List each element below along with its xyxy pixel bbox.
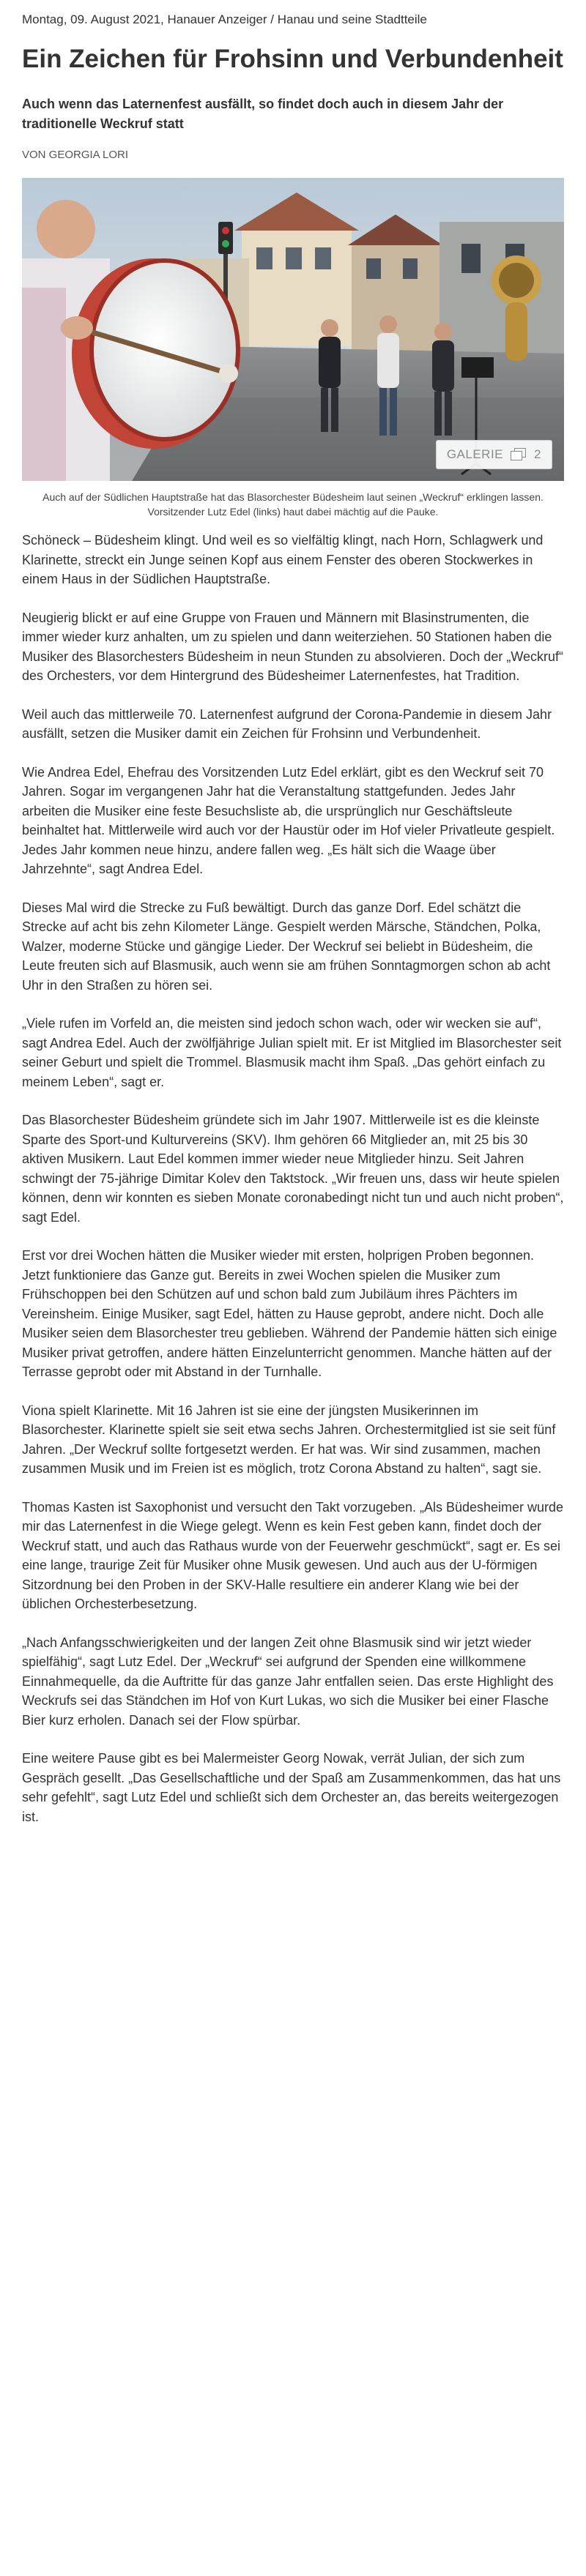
article-paragraph: Thomas Kasten ist Saxophonist und versucht den Takt vorzugeben. „Als Büdesheimer wurde mir das Laternenfest in die Wiege gelegt. Wenn es kein Fest geben kann, findet doch der Weckruf statt, und auch das Rathaus wurde von der Feuerwehr geschmückt“, sagt er. Es sei eine lange, traurige Zeit für Musiker ohne Musik gewesen. Und auch aus der U-förmigen Sitzordnung bei den Proben in der SKV-Halle resultiere ein anderer Klang wie bei der üblichen Orchesterbesetzung. <box>22 1499 564 1611</box>
article-lead: Auch wenn das Laternenfest ausfällt, so findet doch auch in diesem Jahr der traditionelle Weckruf statt <box>22 97 504 131</box>
article-body <box>22 531 564 1826</box>
gallery-count: 2 <box>534 447 541 461</box>
article-paragraph: Neugierig blickt er auf eine Gruppe von Frauen und Männern mit Blasinstrumenten, die immer wieder kurz anhalten, um zu spielen und dann weiterziehen. 50 Stationen haben die Musiker des Blasorchesters Büdesheim in neun Stunden zu absolvieren. Doch der „Weckruf“ des Orchesters, vor dem Hintergrund des Büdesheimer Laternenfestes, hat Tradition. <box>22 610 564 683</box>
article-paragraph: Das Blasorchester Büdesheim gründete sich im Jahr 1907. Mittlerweile ist es die kleinste Sparte des Sport-und Kulturvereins (SKV). Ihm gehören 66 Mitglieder an, mit 25 bis 30 aktiven Musikern. Laut Edel kommen immer wieder neue Mitglieder hinzu. Seit Jahren schwingt der 75-jährige Dimitar Kolev den Taktstock. „Wir freuen uns, dass wir heute spielen können, denn wir konnten es sieben Monate coronabedingt nicht tun und auch nicht proben“, sagt Edel. <box>22 1113 564 1225</box>
article-paragraph: Eine weitere Pause gibt es bei Malermeister Georg Nowak, verrät Julian, der sich zum Gespräch gesellt. „Das Gesellschaftliche und der Spaß am Zusammenkommen, das hat uns sehr gefehlt“, sagt Lutz Edel und schließt sich dem Orchester an, das bereits weitergezogen ist. <box>22 1751 561 1824</box>
article-paragraph: Dieses Mal wird die Strecke zu Fuß bewältigt. Durch das ganze Dorf. Edel schätzt die Strecke auf acht bis zehn Kilometer Länge. Gespielt werden Märsche, Ständchen, Polka, Walzer, moderne Stücke und gängige Lieder. Der Weckruf sei beliebt in Büdesheim, die Leute freuten sich auf Blasmusik, auch wenn sie am frühen Sonntagmorgen schon ab acht Uhr in den Straßen zu hören sei. <box>22 900 551 993</box>
article-paragraph: Wie Andrea Edel, Ehefrau des Vorsitzenden Lutz Edel erklärt, gibt es den Weckruf seit 70 Jahren. Sogar im vergangenen Jahr hat die Veranstaltung stattgefunden. Jedes Jahr arbeiten die Musiker eine feste Besuchsliste ab, die ursprünglich nur Geschäftsleute beinhaltet hat. Mittlerweile wird auch vor der Haustür oder im Hof vieler Privatleute gespielt. Jedes Jahr kommen neue hinzu, andere fallen weg. „Es hält sich die Waage über Jahrzehnte“, sagt Andrea Edel. <box>22 764 555 876</box>
article-paragraph: Erst vor drei Wochen hätten die Musiker wieder mit ersten, holprigen Proben begonnen. Jetzt funktioniere das Ganze gut. Bereits in zwei Wochen spielen die Musiker zum Frühschoppen bei den Schützen auf und schon bald zum Jubiläum ihres Pächters im Vereinsheim. Einige Musiker, sagt Edel, hätten zu Hause geprobt, andere nicht. Doch alle Musiker seien dem Blasorchester treu geblieben. Während der Pandemie hätten sich einige Musiker privat getroffen, andere hätten Einzelunterricht genommen. Manche hätten auf der Terrasse geprobt oder mit Abstand in der Turnhalle. <box>22 1248 557 1379</box>
hero-photo[interactable] <box>22 178 564 481</box>
article-byline: VON GEORGIA LORI <box>22 149 129 161</box>
hero-figure <box>22 178 564 519</box>
photo-caption: Auch auf der Südlichen Hauptstraße hat das Blasorchester Büdesheim laut seinen „Weckruf“ erklingen lassen. Vorsitzender Lutz Edel (links) haut dabei mächtig auf die Pauke. <box>42 491 544 518</box>
gallery-stack-icon <box>511 448 527 461</box>
article-dateline: Montag, 09. August 2021, Hanauer Anzeiger / Hanau und seine Stadtteile <box>22 12 427 26</box>
article-paragraph: „Viele rufen im Vorfeld an, die meisten sind jedoch schon wach, oder wir wecken sie auf“, sagt Andrea Edel. Auch der zwölfjährige Julian spielt mit. Er ist Mitglied im Blasorchester seit seiner Geburt und spielt die Trommel. Blasmusik macht ihm Spaß. „Das gehört einfach zu meinem Leben“, sagt er. <box>22 1016 562 1089</box>
article-paragraph: Schöneck – Büdesheim klingt. Und weil es so vielfältig klingt, nach Horn, Schlagwerk und Klarinette, streckt ein Junge seinen Kopf aus einem Fenster des oberen Stockwerkes in einem Haus in der Südlichen Hauptstraße. <box>22 533 544 586</box>
article-paragraph: Weil auch das mittlerweile 70. Laternenfest aufgrund der Corona-Pandemie in diesem Jahr ausfällt, setzen die Musiker damit ein Zeichen für Frohsinn und Verbundenheit. <box>22 706 552 741</box>
gallery-button[interactable] <box>436 440 552 469</box>
article-paragraph: „Nach Anfangsschwierigkeiten und der langen Zeit ohne Blasmusik sind wir jetzt wieder spielfähig“, sagt Lutz Edel. Der „Weckruf“ sei aufgrund der Spenden eine willkommene Einnahmequelle, da die Auftritte für das ganze Jahr entfallen seien. Das erste Highlight des Weckrufs sei das Ständchen im Hof von Kurt Lukas, wo sich die Musiker bei einer Flasche Bier kurz erholen. Danach sei der Flow spürbar. <box>22 1635 554 1728</box>
gallery-label: GALERIE <box>446 447 504 461</box>
article-title: Ein Zeichen für Frohsinn und Verbundenheit <box>22 45 563 73</box>
hero-photo-illustration <box>22 178 564 481</box>
article-paragraph: Viona spielt Klarinette. Mit 16 Jahren ist sie eine der jüngsten Musikerinnen im Blasorchester. Klarinette spielt sie seit etwa sechs Jahren. Orchestermitglied ist sie seit fünf Jahren. „Der Weckruf sollte fortgesetzt werden. Er hat was. Wir sind zusammen, machen zusammen Musik und im Freien ist es möglich, trotz Corona Abstand zu halten“, sagt sie. <box>22 1403 556 1476</box>
